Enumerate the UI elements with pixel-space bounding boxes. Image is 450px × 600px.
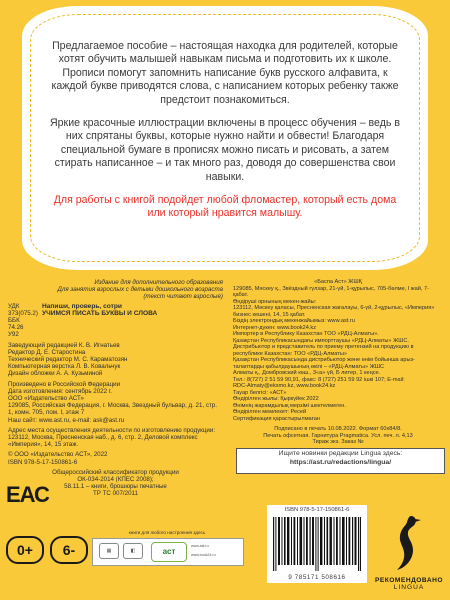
book-logo-icon: ▦ (99, 543, 119, 559)
store-logo-icon: ◧ (123, 543, 143, 559)
kz-line: RDC-Almaty@eksmo.kz, www.book24.kz (233, 383, 336, 389)
kz-line: Импортер в Республику Казахстан ТОО «РДЦ-Алматы». (233, 331, 379, 337)
age-rating-6: 6- (50, 536, 88, 564)
classification-block (8, 303, 223, 339)
kz-line: Тауар белгісі: «АСТ» (233, 389, 287, 396)
author-code: У92 (8, 331, 19, 339)
kz-line: Өндірілген мемлекет: Ресей (233, 409, 307, 415)
series-name: Напиши, проверь, сотри (42, 302, 122, 310)
okp-3: 58.11.1 – книги, брошюры печатные (64, 483, 167, 491)
bbk: ББК 74.26 (8, 317, 24, 332)
lingua-recommended-mark (371, 512, 447, 598)
publisher-web: Наш сайт: www.ast.ru, e-mail: ask@ast.ru (8, 416, 125, 424)
kz-line: Өнімнің жарамдылық мерзімі шектелмеген. (233, 402, 346, 409)
intro-paragraph-1: Предлагаемое пособие – настоящая находка для родителей, которые хотят обучить малышей навыкам письма и подготовить их к школе. Прописи помогут запомнить написание букв русского алфавита, к каждой букве приводятся слова, с написанием которых ребенку также предстоит познакомиться. (51, 40, 399, 106)
production-address-label: Адрес места осуществления деятельности по изготовлению продукции: (8, 426, 216, 434)
ast-logo: аст (151, 542, 187, 562)
kz-line: Қазақстан Республикасында дистрибьютор және өнім бойынша арыз-талаптарды қабылдаушының өкілі – «РДЦ-Алматы» ЖШС (233, 357, 415, 370)
kz-line: Біздің электрондық мекенжайымыз: www.ast.ru (233, 318, 355, 324)
edition-note-3: (текст читают взрослые) (143, 293, 223, 301)
recommended-label: РЕКОМЕНДОВАНО (374, 577, 443, 584)
age-ratings (6, 536, 88, 564)
kz-line: Дистрибьютор и представитель по приему претензий на продукцию в республике Казахстан: ТОО «РДЦ-Алматы» (233, 344, 414, 357)
lingua-label: LINGUA (393, 584, 425, 591)
staff-4: Компьютерная верстка Л. В. Ковальчук (8, 363, 121, 371)
production-address: 123112, Москва, Пресненская наб., д. 6, стр. 2, Деловой комплекс «Империя», 14, 15 этаж. (8, 434, 198, 449)
kz-line: 123112, Мәскеу қаласы, Пресненская жағалауы, 6-үй, 2-құрылыс, «Империя» бизнес кешені, 14, 15 қабат. (233, 305, 435, 318)
lingua-link-box (236, 448, 445, 474)
produced-country: Произведено в Российской Федерации (8, 380, 121, 388)
okp-1: Общероссийский классификатор продукции (52, 468, 179, 476)
barcode (267, 505, 367, 583)
imprint-column (8, 279, 223, 498)
print-info-1: Подписано в печать 10.08.2022. Формат 60x84/8. (274, 426, 402, 432)
okp-4: ТР ТС 007/2011 (93, 490, 138, 498)
kz-line: Интернет-дүкен: www.book24.kz (233, 324, 317, 331)
lingua-link-url[interactable]: https://ast.ru/redactions/lingua/ (289, 459, 392, 466)
okp-2: ОК-034-2014 (КПЕС 2008); (77, 476, 154, 484)
print-info-3: Тираж экз. Заказ № (312, 439, 364, 445)
lingua-link-label: Ищите новинки редакции Lingua здесь: (278, 450, 403, 457)
kz-line: Қазақстан Республикасындағы импорттаушы «РДЦ-Алматы» ЖШС. (233, 337, 409, 344)
barcode-bars-icon (273, 517, 361, 571)
staff-5: Дизайн обложки А. А. Кузьминой (8, 370, 103, 378)
kz-line: Тел.: 8(727) 2 51 59 90,91, факс: 8 (727) 251 59 92 ішкі 107; E-mail: (233, 376, 405, 383)
barcode-digits: 9 785171 508616 (288, 574, 346, 581)
kz-imprint-column (233, 279, 443, 446)
intro-text (48, 40, 402, 231)
produced-date: Дата изготовления: сентябрь 2022 г. (8, 387, 112, 395)
barcode-isbn: ISBN 978-5-17-150861-6 (284, 507, 350, 513)
staff-3: Технический редактор М. С. Караматозян (8, 356, 128, 364)
kz-line: Өндірілген жылы: Қыркүйек 2022 (233, 396, 319, 402)
strip-book24: www.book24.ru (191, 553, 216, 557)
intro-highlight: Для работы с книгой подойдет любой фломастер, который есть дома или который нравится малышу. (53, 194, 397, 220)
publisher-strip-heading: книги для любого настроения здесь (128, 530, 206, 535)
eac-mark: ЕАС (6, 482, 49, 507)
print-info-2: Печать офсетная. Гарнитура Pragmatica. Усл. печ. л. 4,13 (263, 432, 413, 439)
publisher-address: 129085, Российская Федерация, г. Москва, Звездный бульвар, д. 21, стр. 1, комн. 705, пом. I, этаж 7 (8, 402, 217, 417)
kz-line: Сертификация қарастырылмаған (233, 415, 320, 422)
book-title: УЧИМСЯ ПИСАТЬ БУКВЫ И СЛОВА (42, 309, 158, 317)
kz-line: Өндіруші орнының мекен-жайы: (233, 298, 317, 305)
copyright: © ООО «Издательство АСТ», 2022 (8, 451, 108, 459)
edition-note-1: Издание для дополнительного образования (94, 279, 223, 286)
edition-note-2: Для занятия взрослых с детьми дошкольного возраста (57, 286, 223, 294)
kz-line: 129085, Мәскеу қ., Звёздный гүлзар, 21-үй, 1-құрылыс, 705-бөлме, I жай, 7-қабат. (233, 285, 429, 298)
staff-1: Заведующий редакцией К. В. Игнатьев (8, 341, 120, 349)
staff-2: Редактор Д. Е. Старостина (8, 348, 86, 356)
isbn-text: ISBN 978-5-17-150861-6 (8, 458, 78, 466)
udk: УДК 373(075.2) (8, 302, 38, 317)
lingua-bird-icon (389, 512, 429, 572)
publisher: ООО «Издательство АСТ» (8, 395, 85, 403)
kz-line: Алматы қ., Домбровский көш., 3«а» үй, Б литер, 1 кеңсе. (233, 370, 381, 376)
age-rating-0plus: 0+ (6, 536, 44, 564)
kz-line: «Баспа Аст» ЖШҚ (314, 279, 362, 285)
strip-site: www.ast.ru (191, 544, 209, 548)
intro-paragraph-2: Яркие красочные иллюстрации включены в процесс обучения – ведь в них спрятаны буквы, которые нужно найти и обвести! Благодаря специальной бумаге в прописях можно писать и рисовать, а затем стирать написанное – и так много раз, доводя до совершенства свои навыки. (50, 117, 400, 183)
publisher-strip (92, 538, 244, 566)
